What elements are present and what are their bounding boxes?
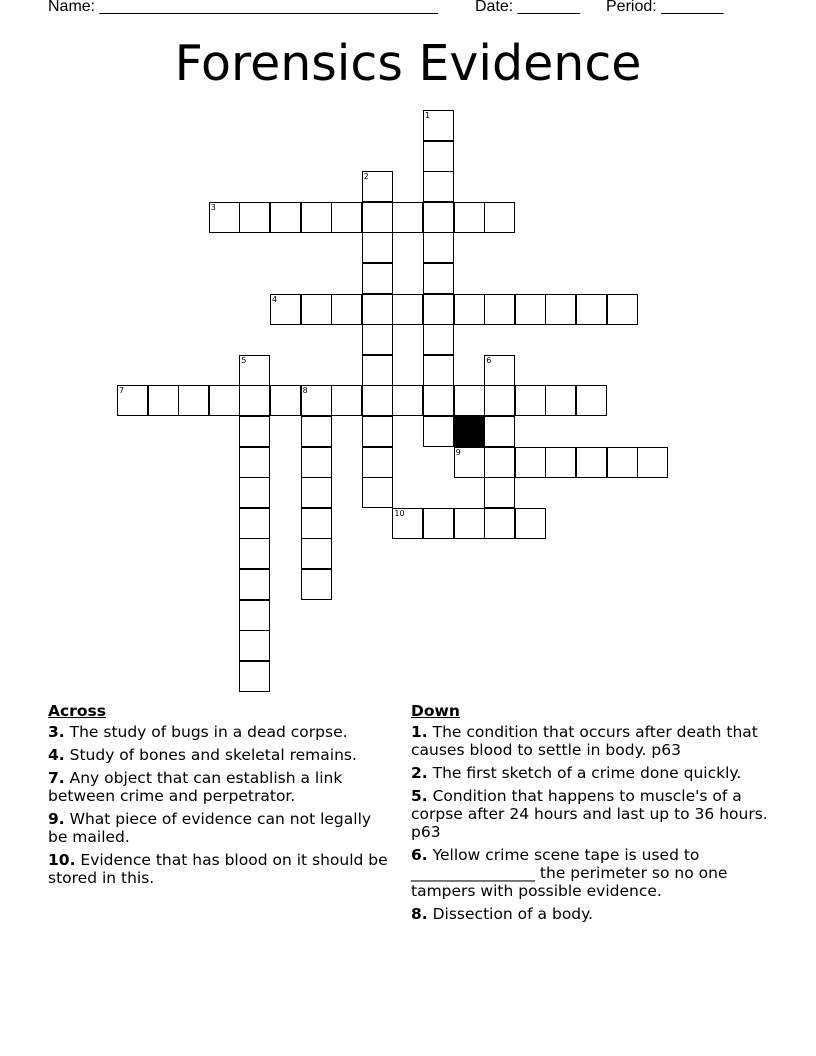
- clue-text: Condition that happens to muscle's of a corpse after 24 hours and last up to 36 hours. p63: [411, 787, 768, 841]
- grid-cell[interactable]: [392, 385, 423, 416]
- grid-cell[interactable]: [301, 385, 332, 416]
- clue-text: The study of bugs in a dead corpse.: [64, 723, 348, 741]
- grid-cell[interactable]: [392, 508, 423, 539]
- grid-cell[interactable]: [239, 416, 270, 447]
- clue-text: Evidence that has blood on it should be stored in this.: [48, 851, 388, 887]
- grid-cell[interactable]: [270, 294, 301, 325]
- grid-cell[interactable]: [515, 508, 546, 539]
- grid-cell[interactable]: [454, 508, 485, 539]
- clue-number: 2.: [411, 764, 428, 782]
- grid-cell[interactable]: [239, 661, 270, 692]
- grid-cell[interactable]: [362, 324, 393, 355]
- grid-cell[interactable]: [454, 385, 485, 416]
- grid-cell[interactable]: [515, 294, 546, 325]
- grid-cell[interactable]: [239, 569, 270, 600]
- across-heading: Across: [48, 702, 106, 720]
- clue-number: 8.: [411, 905, 428, 923]
- grid-cell[interactable]: [270, 202, 301, 233]
- grid-cell[interactable]: [301, 447, 332, 478]
- clue-number-10: 10: [394, 508, 405, 518]
- grid-cell[interactable]: [301, 416, 332, 447]
- grid-cell[interactable]: [423, 416, 454, 447]
- grid-cell[interactable]: [607, 294, 638, 325]
- clue-text: Any object that can establish a link between crime and perpetrator.: [48, 769, 343, 805]
- grid-cell[interactable]: [423, 110, 454, 141]
- grid-cell[interactable]: [484, 355, 515, 386]
- grid-cell[interactable]: [576, 294, 607, 325]
- clue-number: 9.: [48, 810, 65, 828]
- grid-cell[interactable]: [423, 232, 454, 263]
- grid-cell[interactable]: [301, 569, 332, 600]
- grid-cell[interactable]: [239, 477, 270, 508]
- down-clue: [411, 787, 776, 841]
- grid-cell[interactable]: [423, 141, 454, 172]
- clue-number: 10.: [48, 851, 76, 869]
- clue-number-1: 1: [425, 111, 431, 120]
- name-field-label[interactable]: Name: ______________________________________: [48, 0, 438, 15]
- grid-cell[interactable]: [545, 447, 576, 478]
- across-clue: [48, 810, 393, 846]
- down-clue: [411, 846, 776, 900]
- across-clues: [48, 702, 393, 892]
- grid-cell[interactable]: [362, 232, 393, 263]
- date-field-label[interactable]: Date: _______: [475, 0, 580, 15]
- across-clue: [48, 746, 393, 764]
- clue-number-4: 4: [272, 294, 278, 304]
- grid-cell[interactable]: [270, 385, 301, 416]
- grid-cell[interactable]: [484, 416, 515, 447]
- grid-cell[interactable]: [545, 385, 576, 416]
- grid-cell[interactable]: [484, 447, 515, 478]
- down-clue: [411, 905, 776, 923]
- grid-cell[interactable]: [362, 355, 393, 386]
- down-clue: [411, 723, 776, 759]
- grid-cell[interactable]: [454, 294, 485, 325]
- clue-number-5: 5: [241, 355, 247, 365]
- grid-cell[interactable]: [454, 447, 485, 478]
- clue-text: The first sketch of a crime done quickly.: [427, 764, 742, 782]
- grid-cell[interactable]: [423, 324, 454, 355]
- clue-text: Study of bones and skeletal remains.: [64, 746, 357, 764]
- grid-cell[interactable]: [545, 294, 576, 325]
- across-clue: [48, 723, 393, 741]
- grid-cell[interactable]: [148, 385, 179, 416]
- grid-cell[interactable]: [484, 385, 515, 416]
- across-clue: [48, 769, 393, 805]
- grid-cell[interactable]: [362, 416, 393, 447]
- grid-cell[interactable]: [423, 263, 454, 294]
- grid-cell[interactable]: [607, 447, 638, 478]
- period-field-label[interactable]: Period: _______: [606, 0, 724, 15]
- grid-cell[interactable]: [301, 508, 332, 539]
- grid-cell[interactable]: [423, 385, 454, 416]
- down-clues: [411, 702, 776, 928]
- clue-text: The condition that occurs after death that causes blood to settle in body. p63: [411, 723, 758, 759]
- grid-cell[interactable]: [362, 171, 393, 202]
- grid-cell[interactable]: [301, 202, 332, 233]
- grid-cell[interactable]: [331, 202, 362, 233]
- grid-cell[interactable]: [239, 600, 270, 631]
- grid-cell[interactable]: [423, 171, 454, 202]
- grid-cell[interactable]: [392, 202, 423, 233]
- clue-number-9: 9: [455, 447, 461, 457]
- grid-cell[interactable]: [239, 202, 270, 233]
- across-clue: [48, 851, 393, 887]
- grid-cell[interactable]: [484, 508, 515, 539]
- clue-number: 7.: [48, 769, 65, 787]
- clue-number: 1.: [411, 723, 428, 741]
- grid-cell[interactable]: [362, 263, 393, 294]
- clue-number-2: 2: [363, 172, 369, 182]
- grid-cell[interactable]: [239, 447, 270, 478]
- grid-cell[interactable]: [301, 477, 332, 508]
- grid-cell[interactable]: [239, 630, 270, 661]
- grid-cell[interactable]: [362, 385, 393, 416]
- grid-cell[interactable]: [331, 385, 362, 416]
- clue-number: 6.: [411, 846, 428, 864]
- clue-number: 5.: [411, 787, 428, 805]
- clue-text: Yellow crime scene tape is used to ________________ the perimeter so no one tampers with possible evidence.: [411, 846, 728, 900]
- grid-cell[interactable]: [331, 294, 362, 325]
- grid-cell[interactable]: [484, 477, 515, 508]
- grid-cell[interactable]: [239, 538, 270, 569]
- grid-cell[interactable]: [423, 355, 454, 386]
- down-heading: Down: [411, 702, 460, 720]
- grid-cell[interactable]: [301, 538, 332, 569]
- clue-text: What piece of evidence can not legally be mailed.: [48, 810, 372, 846]
- grid-cell[interactable]: [209, 385, 240, 416]
- grid-cell[interactable]: [362, 447, 393, 478]
- clue-number-7: 7: [119, 386, 125, 396]
- grid-cell[interactable]: [117, 385, 148, 416]
- clue-number: 4.: [48, 746, 65, 764]
- grid-cell[interactable]: [515, 385, 546, 416]
- grid-cell[interactable]: [423, 508, 454, 539]
- clue-text: Dissection of a body.: [427, 905, 594, 923]
- grid-cell[interactable]: [484, 202, 515, 233]
- grid-cell[interactable]: [239, 385, 270, 416]
- grid-cell[interactable]: [362, 202, 393, 233]
- grid-cell[interactable]: [454, 202, 485, 233]
- grid-cell[interactable]: [576, 447, 607, 478]
- black-square: [454, 416, 485, 447]
- grid-cell[interactable]: [423, 202, 454, 233]
- grid-cell[interactable]: [515, 447, 546, 478]
- grid-cell[interactable]: [423, 294, 454, 325]
- grid-cell[interactable]: [178, 385, 209, 416]
- clue-number-6: 6: [486, 355, 492, 365]
- clue-number-8: 8: [302, 386, 308, 396]
- grid-cell[interactable]: [362, 294, 393, 325]
- clue-number: 3.: [48, 723, 65, 741]
- grid-cell[interactable]: [576, 385, 607, 416]
- grid-cell[interactable]: [484, 294, 515, 325]
- grid-cell[interactable]: [209, 202, 240, 233]
- grid-cell[interactable]: [362, 477, 393, 508]
- grid-cell[interactable]: [637, 447, 668, 478]
- grid-cell[interactable]: [239, 355, 270, 386]
- down-clue: [411, 764, 776, 782]
- grid-cell[interactable]: [239, 508, 270, 539]
- page-title: Forensics Evidence: [174, 35, 642, 92]
- grid-cell[interactable]: [301, 294, 332, 325]
- clue-number-3: 3: [210, 202, 216, 212]
- grid-cell[interactable]: [392, 294, 423, 325]
